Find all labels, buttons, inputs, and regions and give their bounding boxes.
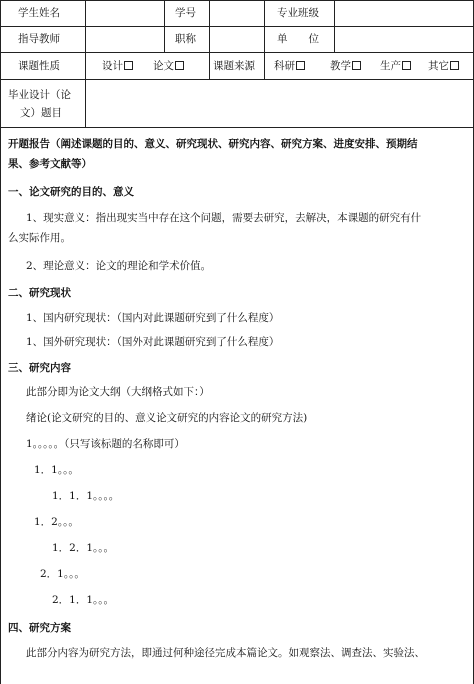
section-2-title: 二、研究现状 — [8, 287, 71, 299]
col-divider — [264, 52, 265, 79]
row-divider — [0, 127, 474, 128]
checkbox[interactable] — [175, 61, 184, 70]
outline-item: 1．1．1。。。。 — [52, 490, 120, 502]
source-research[interactable] — [274, 59, 305, 73]
outline-item: 1．2。。。 — [34, 516, 79, 528]
source-teaching-label: 教学 — [330, 60, 351, 72]
unit-label: 单 位 — [277, 33, 319, 45]
source-production[interactable] — [380, 59, 411, 73]
section-2-para-2: 1、国外研究现状：（国外对此课题研究到了什么程度） — [26, 336, 280, 348]
option-design[interactable] — [102, 59, 133, 73]
section-3-para-1: 此部分即为论文大纲（大纲格式如下：） — [26, 386, 210, 398]
topic-nature-label: 课题性质 — [18, 60, 60, 72]
checkbox[interactable] — [296, 61, 305, 70]
section-3-title: 三、研究内容 — [8, 362, 71, 374]
section-1-title: 一、论文研究的目的、意义 — [8, 186, 134, 198]
outline-item: 1．2．1。。。 — [52, 542, 115, 554]
checkbox[interactable] — [402, 61, 411, 70]
section-1-para-1-line2: 么实际作用。 — [8, 232, 71, 244]
row-divider — [0, 26, 474, 27]
checkbox[interactable] — [124, 61, 133, 70]
col-divider — [264, 0, 265, 52]
col-divider — [209, 52, 210, 79]
source-other[interactable] — [428, 59, 459, 73]
option-thesis-label: 论文 — [153, 60, 174, 72]
title-rank-label: 职称 — [175, 33, 196, 45]
section-4-para-1: 此部分内容为研究方法，即通过何种途径完成本篇论文。如观察法、调查法、实验法、 — [26, 647, 425, 659]
table-border-left — [0, 0, 1, 684]
source-research-label: 科研 — [274, 60, 295, 72]
table-border-top — [0, 0, 474, 1]
col-divider — [209, 0, 210, 52]
col-divider — [164, 0, 165, 52]
section-4-title: 四、研究方案 — [8, 622, 71, 634]
student-name-label: 学生姓名 — [18, 7, 60, 19]
checkbox[interactable] — [450, 61, 459, 70]
report-heading-line2: 果、参考文献等） — [8, 158, 92, 170]
report-heading-line1: 开题报告（阐述课题的目的、意义、研究现状、研究内容、研究方案、进度安排、预期结 — [8, 138, 418, 150]
major-class-label: 专业班级 — [277, 7, 319, 19]
checkbox[interactable] — [352, 61, 361, 70]
outline-item: 1．1。。。 — [34, 464, 79, 476]
source-production-label: 生产 — [380, 60, 401, 72]
outline-item: 1。。。。。（只写该标题的名称即可） — [26, 438, 185, 450]
col-divider — [334, 0, 335, 52]
option-design-label: 设计 — [102, 60, 123, 72]
row-divider — [0, 79, 474, 80]
topic-label-line1: 毕业设计（论 — [8, 89, 71, 101]
section-3-para-2: 绪论(论文研究的目的、意义论文研究的内容论文的研究方法) — [26, 412, 308, 424]
topic-label-line2: 文）题目 — [20, 107, 62, 119]
row-divider — [0, 52, 474, 53]
outline-item: 2．1。。。 — [40, 568, 85, 580]
col-divider — [85, 0, 86, 52]
col-divider — [85, 52, 86, 79]
advisor-label: 指导教师 — [18, 33, 60, 45]
topic-source-label: 课题来源 — [213, 60, 255, 72]
section-1-para-1-line1: 1、现实意义：指出现实当中存在这个问题，需要去研究，去解决，本课题的研究有什 — [26, 212, 422, 224]
source-other-label: 其它 — [428, 60, 449, 72]
student-id-label: 学号 — [175, 7, 196, 19]
col-divider — [85, 79, 86, 127]
option-thesis[interactable] — [153, 59, 184, 73]
section-2-para-1: 1、国内研究现状：（国内对此课题研究到了什么程度） — [26, 312, 280, 324]
source-teaching[interactable] — [330, 59, 361, 73]
outline-item: 2．1．1。。。 — [52, 594, 115, 606]
section-1-para-2: 2、理论意义：论文的理论和学术价值。 — [26, 260, 212, 272]
